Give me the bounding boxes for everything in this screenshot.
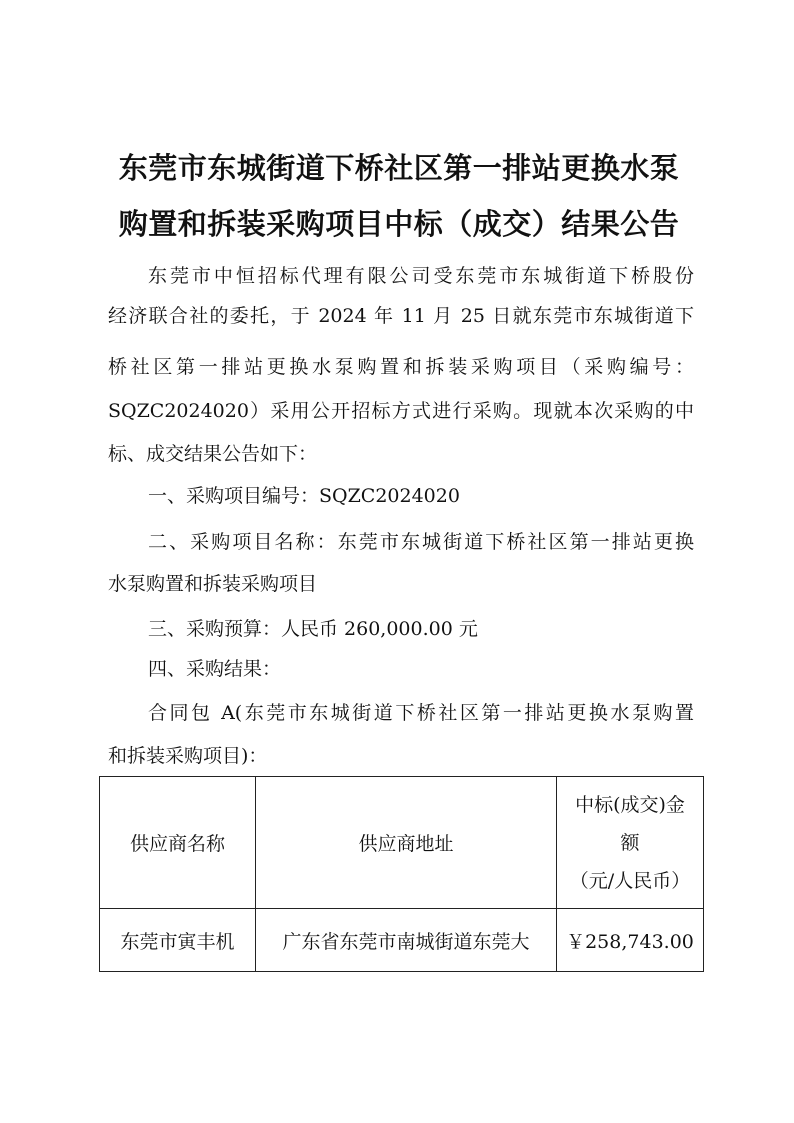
header-supplier-address: 供应商地址 [256,777,557,909]
header-supplier-name: 供应商名称 [100,777,256,909]
cell-supplier-address: 广东省东莞市南城街道东莞大 [256,909,557,972]
header-amount-line-2: 额 [620,831,640,854]
item-project-name-line-2: 水泵购置和拆装采购项目 [108,573,318,595]
cell-amount: ￥258,743.00 [557,909,704,972]
intro-line-5: 标、成交结果公告如下： [108,443,318,465]
intro-line-4: SQZC2024020）采用公开招标方式进行采购。现就本次采购的中 [108,400,694,422]
package-line-1: 合同包 A(东莞市东城街道下桥社区第一排站更换水泵购置 [148,702,694,724]
header-amount-line-1: 中标(成交)金 [575,793,685,816]
item-project-number: 一、采购项目编号：SQZC2024020 [148,485,460,507]
page-title-line-1: 东莞市东城街道下桥社区第一排站更换水泵 [118,151,680,185]
item-project-name-line-1: 二、采购项目名称：东莞市东城街道下桥社区第一排站更换 [148,531,694,553]
package-line-2: 和拆装采购项目)： [108,745,268,767]
intro-line-1: 东莞市中恒招标代理有限公司受东莞市东城街道下桥股份 [148,265,694,287]
header-amount-line-3: （元/人民币） [569,869,691,892]
intro-line-3: 桥社区第一排站更换水泵购置和拆装采购项目（采购编号： [108,356,694,378]
results-table [99,776,704,972]
item-budget: 三、采购预算：人民币 260,000.00 元 [148,618,478,640]
cell-supplier-name: 东莞市寅丰机 [100,909,256,972]
item-result-heading: 四、采购结果： [148,658,282,680]
page-title-line-2: 购置和拆装采购项目中标（成交）结果公告 [118,207,680,241]
table-row [100,909,704,972]
header-amount [557,777,704,909]
table-header-row [100,777,704,909]
intro-line-2: 经济联合社的委托，于 2024 年 11 月 25 日就东莞市东城街道下 [108,305,694,327]
